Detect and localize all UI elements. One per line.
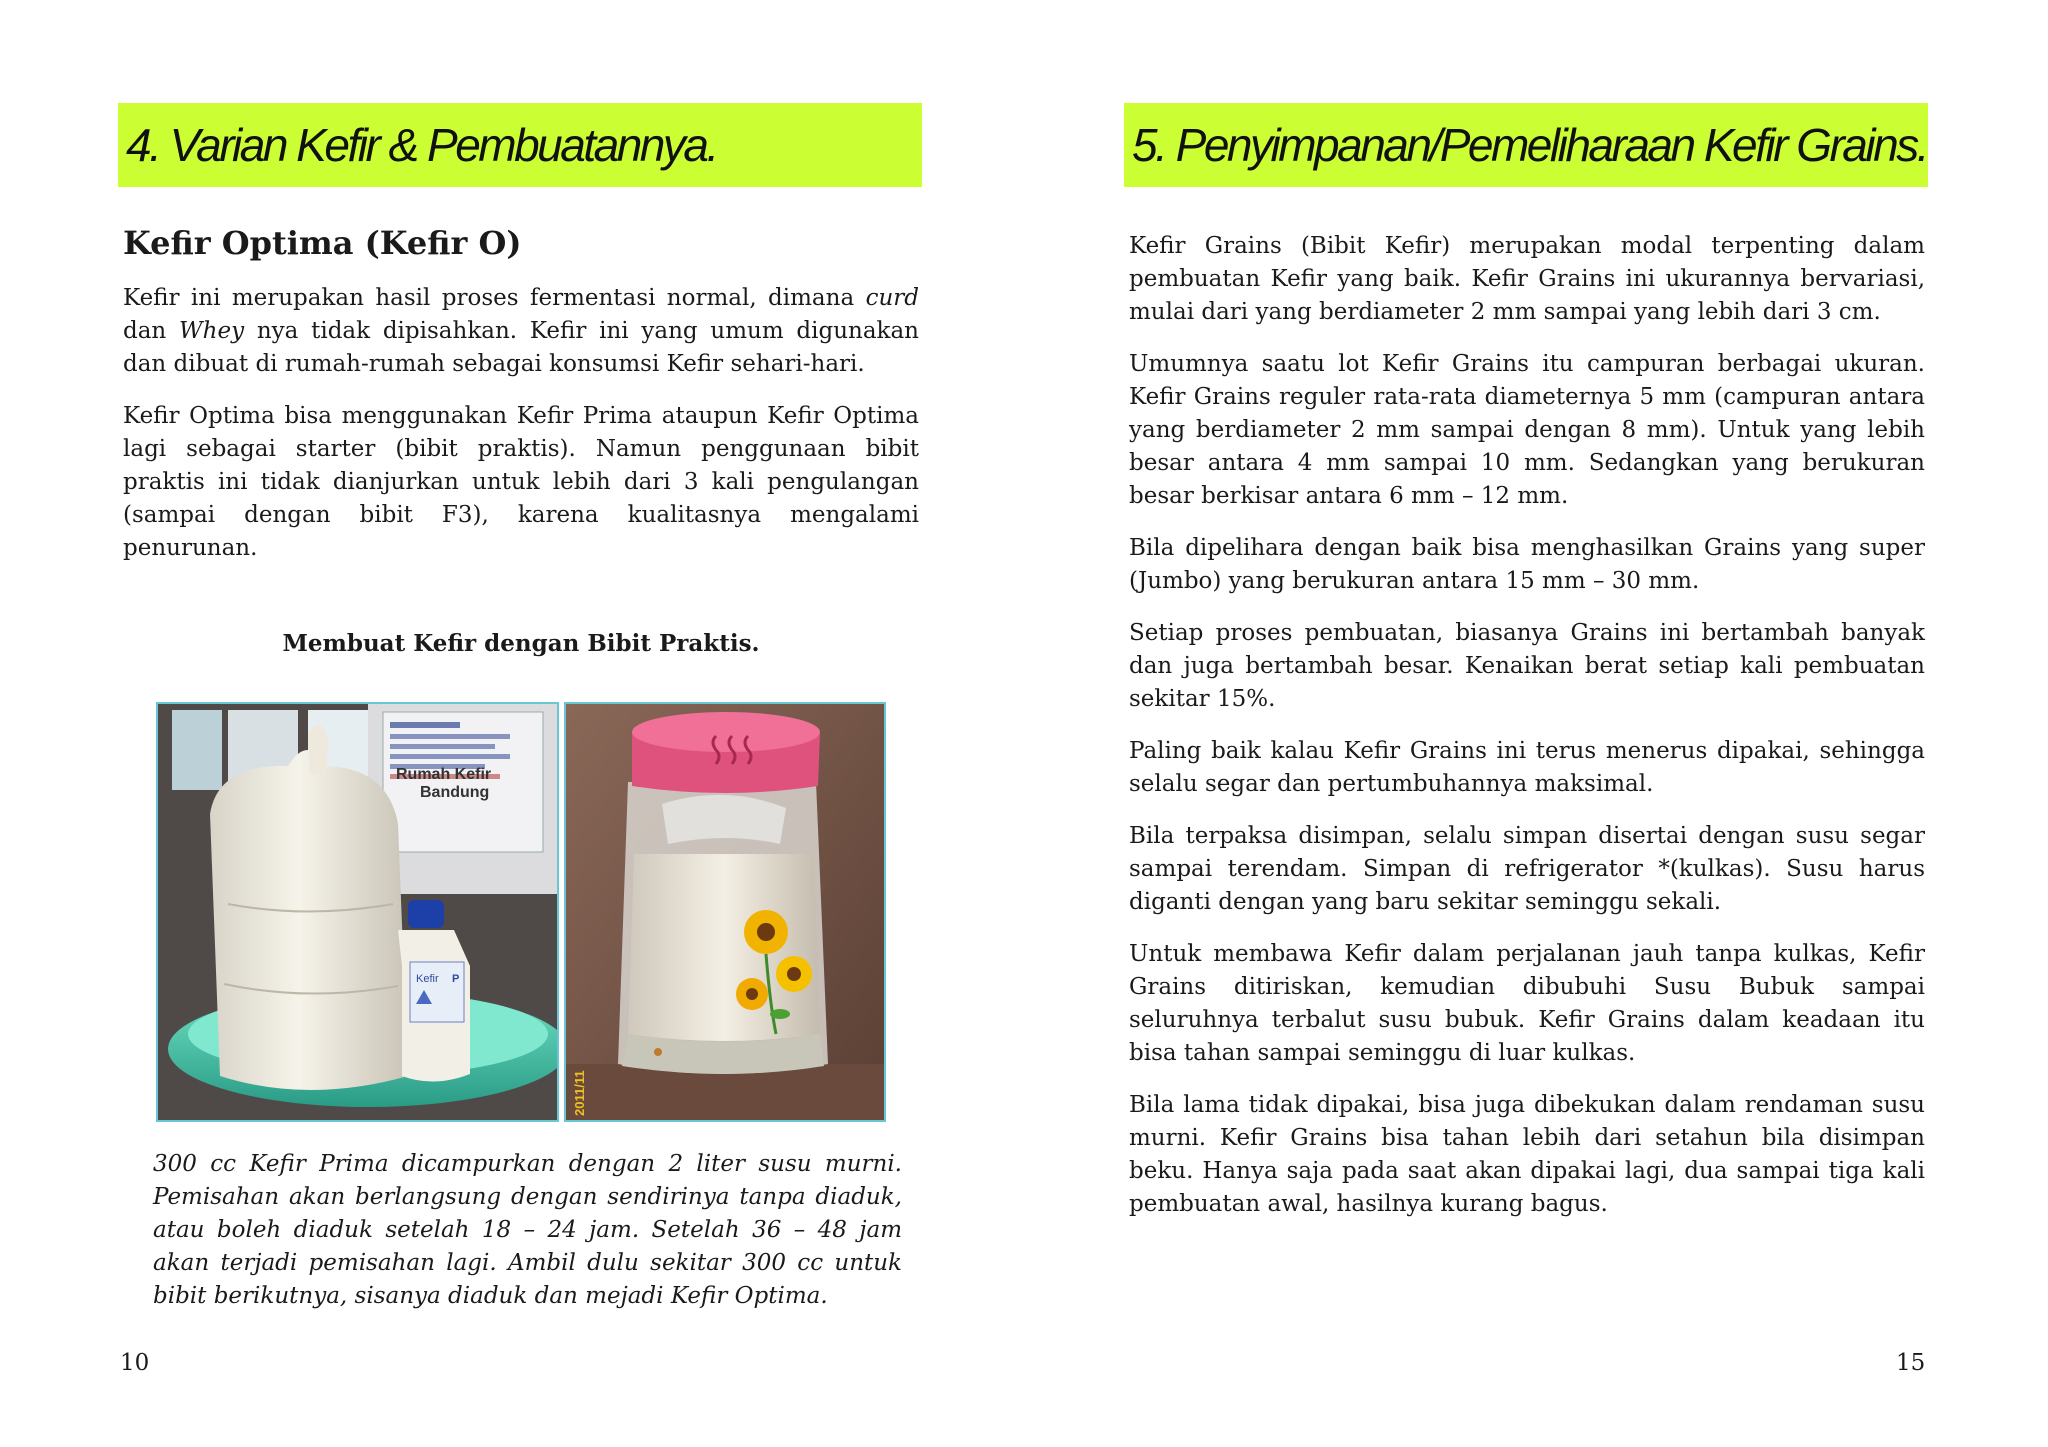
figure-title: Membuat Kefir dengan Bibit Praktis. [282, 630, 760, 657]
paragraph: Kefir Grains (Bibit Kefir) merupakan modal terpenting dalam pembuatan Kefir yang baik. Kefir Grains ini ukurannya bervariasi, mulai dari yang berdiameter 2 mm sampai yang lebih dari 3 cm. [1129, 233, 1925, 325]
term-curd: curd [865, 285, 919, 311]
chapter-heading-band [118, 103, 922, 187]
chapter-heading-band [1124, 103, 1928, 187]
paragraph [123, 282, 919, 381]
body-text [123, 282, 919, 584]
sign-line1: Rumah Kefir [396, 766, 492, 783]
paragraph: Kefir Optima bisa menggunakan Kefir Prima ataupun Kefir Optima lagi sebagai starter (bibit praktis). Namun penggunaan bibit praktis ini tidak dianjurkan untuk lebih dari 3 kali pengulangan (sampai dengan bibit F3), karena kualitasnya mengalami penurunan. [123, 403, 919, 561]
body-text [1129, 230, 1925, 1240]
paragraph: Paling baik kalau Kefir Grains ini terus menerus dipakai, sehingga selalu segar dan pertumbuhannya maksimal. [1129, 738, 1925, 797]
term-whey: Whey [179, 318, 245, 344]
photo-kefir-jar [564, 702, 886, 1122]
photo-kefir-bag-illustration [158, 704, 557, 1120]
page-number: 15 [1896, 1350, 1926, 1376]
sign-line2: Bandung [420, 784, 490, 801]
photo-kefir-jar-illustration [566, 704, 884, 1120]
section-title: Kefir Optima (Kefir O) [123, 224, 522, 262]
text-run: nya tidak dipisahkan. Kefir ini yang umum digunakan dan dibuat di rumah-rumah sebagai konsumsi Kefir sehari-hari. [123, 318, 919, 377]
right-page [1024, 0, 2048, 1447]
bottle-mark: P [452, 973, 460, 985]
bottle-label: Kefir [416, 973, 439, 985]
text-run: Kefir ini merupakan hasil proses fermentasi normal, dimana [123, 285, 866, 311]
paragraph: Setiap proses pembuatan, biasanya Grains ini bertambah banyak dan juga bertambah besar. Kenaikan berat setiap kali pembuatan sekitar 15%. [1129, 620, 1925, 712]
paragraph: Bila dipelihara dengan baik bisa menghasilkan Grains yang super (Jumbo) yang berukuran antara 15 mm – 30 mm. [1129, 535, 1925, 594]
photo-kefir-bag-and-bottle [156, 702, 559, 1122]
paragraph: Untuk membawa Kefir dalam perjalanan jauh tanpa kulkas, Kefir Grains ditiriskan, kemudian dibubuhi Susu Bubuk sampai seluruhnya terbalut susu bubuk. Kefir Grains dalam keadaan itu bisa tahan sampai seminggu di luar kulkas. [1129, 941, 1925, 1066]
text-run: dan [123, 318, 180, 344]
figure-caption: 300 cc Kefir Prima dicampurkan dengan 2 liter susu murni. Pemisahan akan berlangsung dengan sendirinya tanpa diaduk, atau boleh diaduk setelah 18 – 24 jam. Setelah 36 – 48 jam akan terjadi pemisahan lagi. Ambil dulu sekitar 300 cc untuk bibit berikutnya, sisanya diaduk dan mejadi Kefir Optima. [153, 1151, 902, 1309]
chapter-heading: 5. Penyimpanan/Pemeliharaan Kefir Grains. [1132, 119, 1927, 171]
paragraph: Bila lama tidak dipakai, bisa juga dibekukan dalam rendaman susu murni. Kefir Grains bisa tahan lebih dari setahun bila disimpan beku. Hanya saja pada saat akan dipakai lagi, dua sampai tiga kali pembuatan awal, hasilnya kurang bagus. [1129, 1092, 1925, 1217]
date-stamp: 2011/11 [572, 1070, 587, 1116]
paragraph: Bila terpaksa disimpan, selalu simpan disertai dengan susu segar sampai terendam. Simpan di refrigerator *(kulkas). Susu harus diganti dengan yang baru sekitar seminggu sekali. [1129, 823, 1925, 915]
chapter-heading: 4. Varian Kefir & Pembuatannya. [126, 119, 717, 171]
paragraph: Umumnya saatu lot Kefir Grains itu campuran berbagai ukuran. Kefir Grains reguler rata-rata diameternya 5 mm (campuran antara yang berdiameter 2 mm sampai dengan 8 mm). Untuk yang lebih besar antara 4 mm sampai 10 mm. Sedangkan yang berukuran besar berkisar antara 6 mm – 12 mm. [1129, 351, 1925, 509]
page-number: 10 [120, 1350, 150, 1376]
